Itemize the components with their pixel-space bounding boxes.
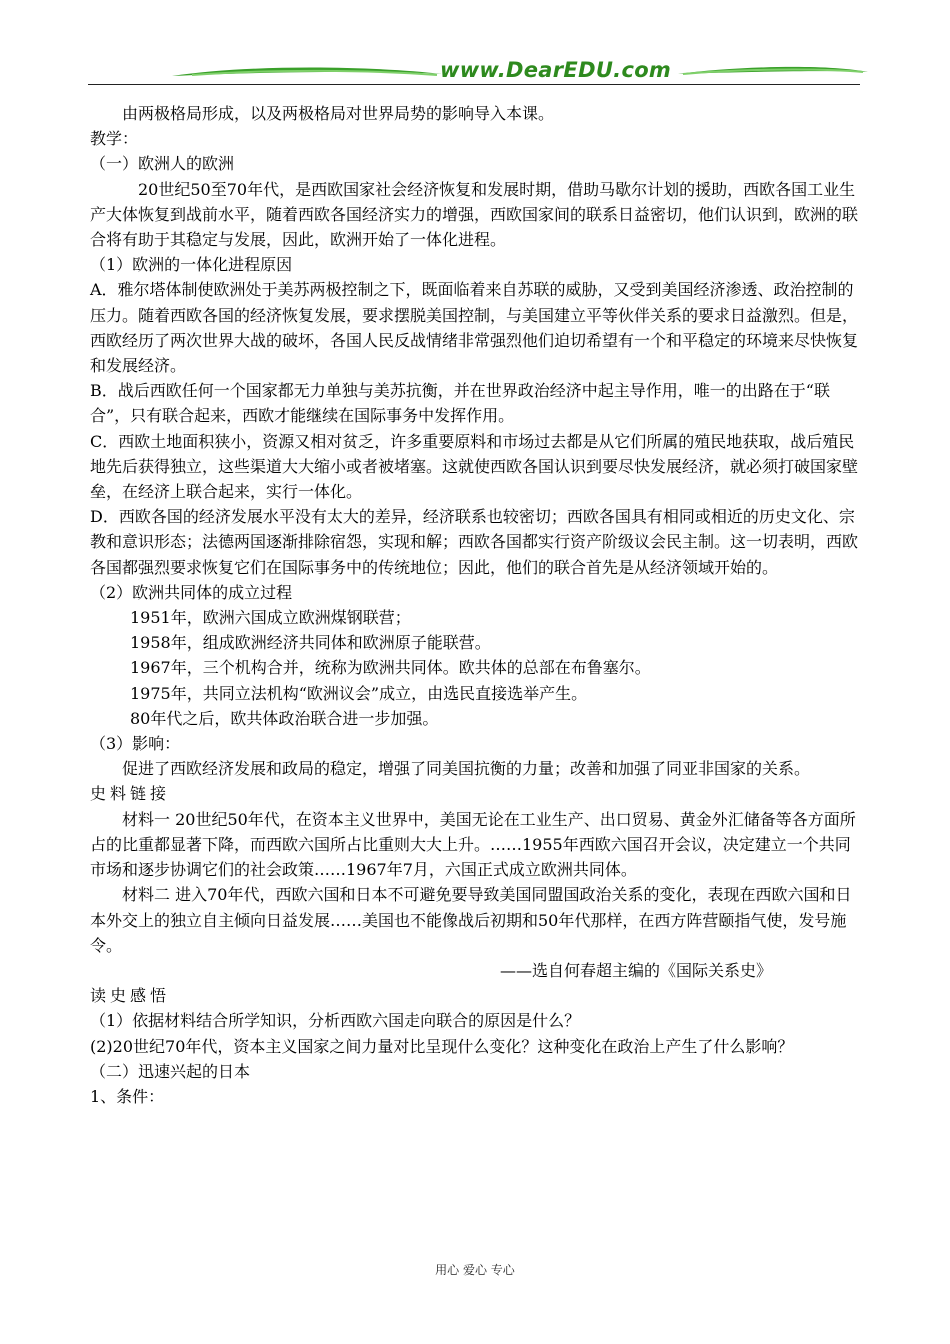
question-2: (2)20世纪70年代，资本主义国家之间力量对比呈现什么变化？这种变化在政治上产生了什么影响？ bbox=[90, 1036, 794, 1056]
document-body bbox=[90, 101, 862, 1109]
subheading-formation-process: （2）欧洲共同体的成立过程 bbox=[90, 582, 293, 602]
intro-paragraph: 由两极格局形成，以及两极格局对世界局势的影响导入本课。 bbox=[122, 104, 555, 123]
heading-europe: （一）欧洲人的欧洲 bbox=[90, 154, 235, 174]
header-rule bbox=[88, 84, 860, 85]
reason-c: C．西欧土地面积狭小，资源又相对贫乏，许多重要原料和市场过去都是从它们所属的殖民地获取，战后殖民地先后获得独立，这些渠道大大缩小或者被堵塞。这就使西欧各国认识到要尽快发展经济，就必须打破国家壁垒，在经济上联合起来，实行一体化。 bbox=[90, 431, 859, 502]
page-header bbox=[88, 60, 860, 90]
paragraph-europe-overview: 20世纪50至70年代，是西欧国家社会经济恢复和发展时期，借助马歇尔计划的援助，西欧各国工业生产大体恢复到战前水平，随着西欧各国经济实力的增强，西欧国家间的联系日益密切，他们认识到，欧洲的联合将有助于其稳定与发展，因此，欧洲开始了一体化进程。 bbox=[90, 179, 859, 250]
page-footer: 用心 爱心 专心 bbox=[435, 1263, 515, 1277]
timeline-1975: 1975年，共同立法机构“欧洲议会”成立，由选民直接选举产生。 bbox=[130, 683, 588, 703]
right-swoosh-decoration bbox=[678, 66, 868, 80]
left-swoosh-decoration bbox=[172, 66, 442, 80]
timeline-1951: 1951年，欧洲六国成立欧洲煤钢联营； bbox=[130, 608, 411, 628]
subheading-conditions: 1、条件： bbox=[90, 1086, 165, 1106]
reason-a: A．雅尔塔体制使欧洲处于美苏两极控制之下，既面临着来自苏联的威胁，又受到美国经济渗透、政治控制的压力。随着西欧各国的经济恢复发展，要求摆脱美国控制，与美国建立平等伙伴关系的要求日益激烈。但是，西欧经历了两次世界大战的破坏，各国人民反战情绪非常强烈他们迫切希望有一个和平稳定的环境来尽快恢复和发展经济。 bbox=[90, 280, 859, 376]
section-label-teaching: 教学： bbox=[90, 129, 139, 149]
heading-source-links: 史料链接 bbox=[90, 784, 171, 804]
subheading-integration-reasons: （1）欧洲的一体化进程原因 bbox=[90, 255, 293, 275]
timeline-1958: 1958年，组成欧洲经济共同体和欧洲原子能联营。 bbox=[130, 633, 491, 653]
material-two: 材料二 进入70年代，西欧六国和日本不可避免要导致美国同盟国政治关系的变化，表现在西欧六国和日本外交上的独立自主倾向日益发展……美国也不能像战后初期和50年代那样，在西方阵营颐指气使，发号施令。 bbox=[90, 885, 852, 955]
material-one: 材料一 20世纪50年代，在资本主义世界中，美国无论在工业生产、出口贸易、黄金外汇储备等各方面所占的比重都显著下降，而西欧六国所占比重则大大上升。……1955年西欧六国召开会议，决定建立一个共同市场和逐步协调它们的社会政策……1967年7月，六国正式成立欧洲共同体。 bbox=[90, 809, 856, 880]
heading-japan: （二）迅速兴起的日本 bbox=[90, 1061, 251, 1081]
reason-b: B．战后西欧任何一个国家都无力单独与美苏抗衡，并在世界政治经济中起主导作用，唯一的出路在于“联合”，只有联合起来，西欧才能继续在国际事务中发挥作用。 bbox=[90, 381, 830, 426]
reason-d: D．西欧各国的经济发展水平没有太大的差异，经济联系也较密切；西欧各国具有相同或相近的历史文化、宗教和意识形态；法德两国逐渐排除宿怨，实现和解；西欧各国都实行资产阶级议会民主制。这一切表明，西欧各国都强烈要求恢复它们在国际事务中的传统地位；因此，他们的联合首先是从经济领域开始的。 bbox=[90, 507, 859, 577]
timeline-1980s: 80年代之后，欧共体政治联合进一步加强。 bbox=[130, 708, 439, 728]
timeline-1967: 1967年，三个机构合并，统称为欧洲共同体。欧共体的总部在布鲁塞尔。 bbox=[130, 658, 651, 678]
heading-reading-reflection: 读史感悟 bbox=[90, 986, 171, 1006]
citation: ——选自何春超主编的《国际关系史》 bbox=[499, 960, 772, 980]
impact-paragraph: 促进了西欧经济发展和政局的稳定，增强了同美国抗衡的力量；改善和加强了同亚非国家的关系。 bbox=[122, 759, 811, 779]
site-logo[interactable]: www.DearEDU.com bbox=[440, 58, 672, 82]
subheading-impact: （3）影响： bbox=[90, 734, 181, 754]
question-1: （1）依据材料结合所学知识，分析西欧六国走向联合的原因是什么？ bbox=[90, 1011, 581, 1031]
